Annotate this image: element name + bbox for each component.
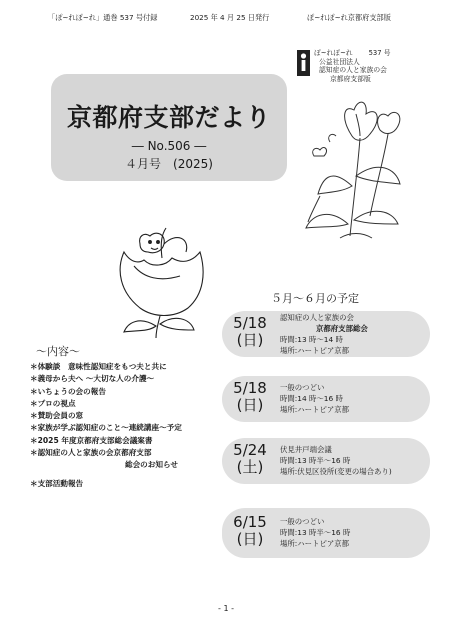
contents-item: 総会のお知らせ	[125, 460, 178, 470]
event-weekday: (日)	[236, 396, 264, 414]
issue-date: ４月号 (2025)	[125, 157, 213, 171]
publication-date: 2025 年 4 月 25 日発行	[190, 13, 270, 22]
event-title: 一般のつどい	[280, 383, 325, 392]
event-time: 時間:13 時半～16 時	[280, 456, 351, 465]
event-place: 場所:ハートピア京都	[280, 405, 350, 414]
contents-title: ～内容～	[36, 345, 80, 358]
contents-item: ＊義母から夫へ ～大切な人の介護～	[30, 374, 155, 384]
org-full-name: 認知症の人と家族の会	[319, 66, 387, 75]
publication-note: 「ぽ~れぽ~れ」通巻 537 号付録	[48, 13, 158, 22]
tulip-illustration	[300, 96, 420, 246]
event-title: 一般のつどい	[280, 517, 325, 526]
event-weekday: (日)	[236, 331, 264, 349]
event-time: 時間:13 時半～16 時	[280, 528, 351, 537]
event-date-block	[230, 442, 270, 476]
event-weekday: (日)	[236, 530, 264, 548]
event-weekday: (土)	[236, 458, 264, 476]
org-block	[297, 49, 427, 83]
contents-item: ＊いちょうの会の報告	[30, 386, 106, 396]
event-title: 伏見井戸端会議	[280, 445, 332, 454]
schedule-heading: ５月～６月の予定	[271, 292, 359, 305]
event-place: 場所:伏見区役所(変更の場合あり)	[280, 467, 392, 476]
schedule-event	[222, 311, 430, 357]
org-type: 公益社団法人	[319, 57, 360, 66]
contents-item: ＊支部活動報告	[30, 478, 84, 488]
squirrel-tulip-illustration	[104, 222, 224, 340]
event-date: 5/18	[233, 314, 267, 332]
event-place: 場所:ハートピア京都	[280, 346, 350, 355]
org-number: 537 号	[368, 49, 391, 57]
org-branch: 京都府支部版	[330, 74, 371, 83]
event-date: 5/24	[233, 441, 267, 459]
contents-item: ＊2025 年度京都府支部総会議案書	[30, 435, 153, 445]
org-logo-icon	[297, 50, 310, 76]
event-time: 時間:13 時～14 時	[280, 335, 343, 344]
contents-item: ＊プロの視点	[30, 398, 76, 408]
page-title: 京都府支部だより	[66, 103, 271, 132]
page-number: - 1 -	[218, 604, 234, 613]
publication-edition: ぽ~れぽ~れ京都府支部版	[307, 13, 391, 22]
contents-item: ＊体験談 意味性認知症をもつ夫と共に	[30, 362, 167, 371]
contents-item: ＊賛助会員の窓	[30, 411, 84, 421]
event-time: 時間:14 時～16 時	[280, 394, 343, 403]
event-place: 場所:ハートピア京都	[280, 539, 350, 548]
org-name: ぽ~れぽ~れ	[314, 49, 353, 57]
event-title: 認知症の人と家族の会	[280, 313, 354, 322]
contents-list	[30, 361, 230, 490]
event-date: 6/15	[233, 513, 267, 531]
event-subtitle: 京都府支部総会	[316, 324, 368, 333]
event-date-block	[230, 315, 270, 349]
event-date: 5/18	[233, 379, 267, 397]
contents-item: ＊認知症の人と家族の会京都府支部	[30, 448, 152, 458]
event-date-block	[230, 380, 270, 414]
schedule-event	[222, 438, 430, 484]
schedule-event	[222, 376, 430, 422]
event-date-block	[230, 514, 270, 548]
issue-number: ― No.506 ―	[131, 139, 207, 153]
contents-item: ＊家族が学ぶ認知症のこと～連続講座～予定	[30, 423, 182, 433]
schedule-event	[222, 508, 430, 558]
